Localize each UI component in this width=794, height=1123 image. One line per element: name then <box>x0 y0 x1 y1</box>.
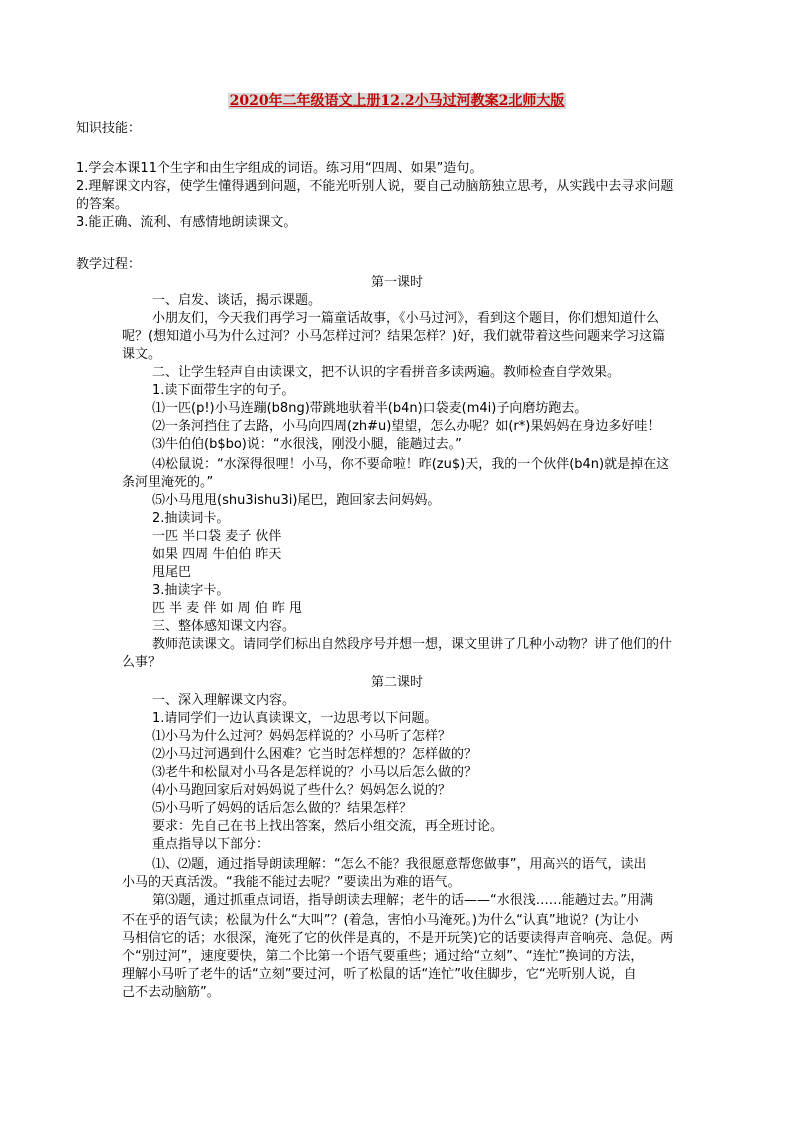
text-line: 己不去动脑筋”。 <box>122 985 220 1000</box>
heading-knowledge: 知识技能： <box>76 121 142 136</box>
section-heading: 第一课时 <box>370 275 423 290</box>
text-line: 2.抽读词卡。 <box>152 511 230 526</box>
text-line: 第⑶题，通过抓重点词语，指导朗读去理解；老牛的话——“水很浅……能趟过去。”用满 <box>152 893 653 908</box>
text-line: 要求：先自己在书上找出答案，然后小组交流，再全班讨论。 <box>152 819 504 834</box>
text-line: ⑶老牛和松鼠对小马各是怎样说的？小马以后怎么做的？ <box>152 765 478 780</box>
text-line: 呢？(想知道小马为什么过河？小马怎样过河？结果怎样？)好，我们就带着这些问题来学习这篇 <box>122 329 666 344</box>
text-line: 2.理解课文内容，使学生懂得遇到问题，不能光听别人说，要自己动脑筋独立思考，从实践中去寻求问题 <box>76 179 674 194</box>
text-line: 一匹 半口袋 麦子 伙伴 <box>152 529 282 544</box>
section-heading: 第二课时 <box>370 675 423 690</box>
text-line: ⑴、⑵题，通过指导朗读理解：“怎么不能？我很愿意帮您做事”，用高兴的语气，读出 <box>152 857 647 872</box>
text-line: 个“别过河”，速度要快，第二个比第一个语气要重些；通过给“立刻”、“连忙”换词的方法， <box>122 949 644 964</box>
text-line: 三、整体感知课文内容。 <box>152 619 296 634</box>
text-line: 重点指导以下部分： <box>152 837 270 852</box>
text-line: ⑴一匹(p!)小马连蹦(b8ng)带跳地驮着半(b4n)口袋麦(m4i)子向磨坊跑去。 <box>152 401 588 416</box>
text-line: 3.能正确、流利、有感情地朗读课文。 <box>76 215 297 230</box>
text-line: 1.请同学们一边认真读课文，一边思考以下问题。 <box>152 711 438 726</box>
text-line: 马相信它的话；水很深，淹死了它的伙伴是真的，不是开玩笑)它的话要读得声音响亮、急促。两 <box>122 931 674 946</box>
text-line: ⑵小马过河遇到什么困难？它当时怎样想的？怎样做的？ <box>152 747 478 762</box>
heading-process: 教学过程： <box>76 257 142 272</box>
text-line: 教师范读课文。请同学们标出自然段序号并想一想，课文里讲了几种小动物？讲了他们的什 <box>152 637 673 652</box>
text-line: 1.读下面带生字的句子。 <box>152 383 295 398</box>
text-line: ⑸小马甩甩(shu3ishu3i)尾巴，跑回家去问妈妈。 <box>152 493 441 508</box>
text-line: 甩尾巴 <box>152 565 192 580</box>
text-line: 二、让学生轻声自由读课文，把不认识的字看拼音多读两遍。教师检查自学效果。 <box>152 365 621 380</box>
text-line: 么事？ <box>122 655 162 670</box>
text-line: ⑷小马跑回家后对妈妈说了些什么？妈妈怎么说的？ <box>152 783 452 798</box>
document-title: 2020年二年级语文上册12.2小马过河教案2北师大版 <box>229 93 565 109</box>
text-line: ⑵一条河挡住了去路，小马向四周(zh#u)望望，怎么办呢？如(r*)果妈妈在身边多好哇！ <box>152 419 661 434</box>
text-line: 小朋友们，今天我们再学习一篇童话故事，《小马过河》，看到这个题目，你们想知道什么 <box>152 311 660 326</box>
text-line: 1.学会本课11个生字和由生字组成的词语。练习用“四周、如果”造句。 <box>76 161 483 176</box>
text-line: 如果 四周 牛伯伯 昨天 <box>152 547 282 562</box>
text-line: ⑴小马为什么过河？妈妈怎样说的？小马听了怎样？ <box>152 729 452 744</box>
text-line: ⑷松鼠说：“水深得很哩！小马，你不要命啦！昨(zu$)天，我的一个伙伴(b4n)就是掉在这 <box>152 457 670 472</box>
text-line: 一、启发、谈话，揭示课题。 <box>152 293 322 308</box>
text-line: 一、深入理解课文内容。 <box>152 693 296 708</box>
text-line: 小马的天真活泼。“我能不能过去呢？”要读出为难的语气。 <box>122 875 461 890</box>
text-line: 条河里淹死的。” <box>122 475 214 490</box>
text-line: 3.抽读字卡。 <box>152 583 230 598</box>
text-line: ⑸小马听了妈妈的话后怎么做的？结果怎样？ <box>152 801 413 816</box>
text-line: 匹 半 麦 伴 如 周 伯 昨 甩 <box>152 601 303 616</box>
text-line: 理解小马听了老牛的话“立刻”要过河，听了松鼠的话“连忙”收住脚步，它“光听别人说，自 <box>122 967 637 982</box>
text-line: 的答案。 <box>76 197 129 212</box>
text-line: 课文。 <box>122 347 162 362</box>
text-line: 不在乎的语气读；松鼠为什么“大叫”？(着急，害怕小马淹死。)为什么“认真”地说？(为让小 <box>122 913 639 928</box>
text-line: ⑶牛伯伯(b$bo)说：“水很浅，刚没小腿，能趟过去。” <box>152 437 462 452</box>
